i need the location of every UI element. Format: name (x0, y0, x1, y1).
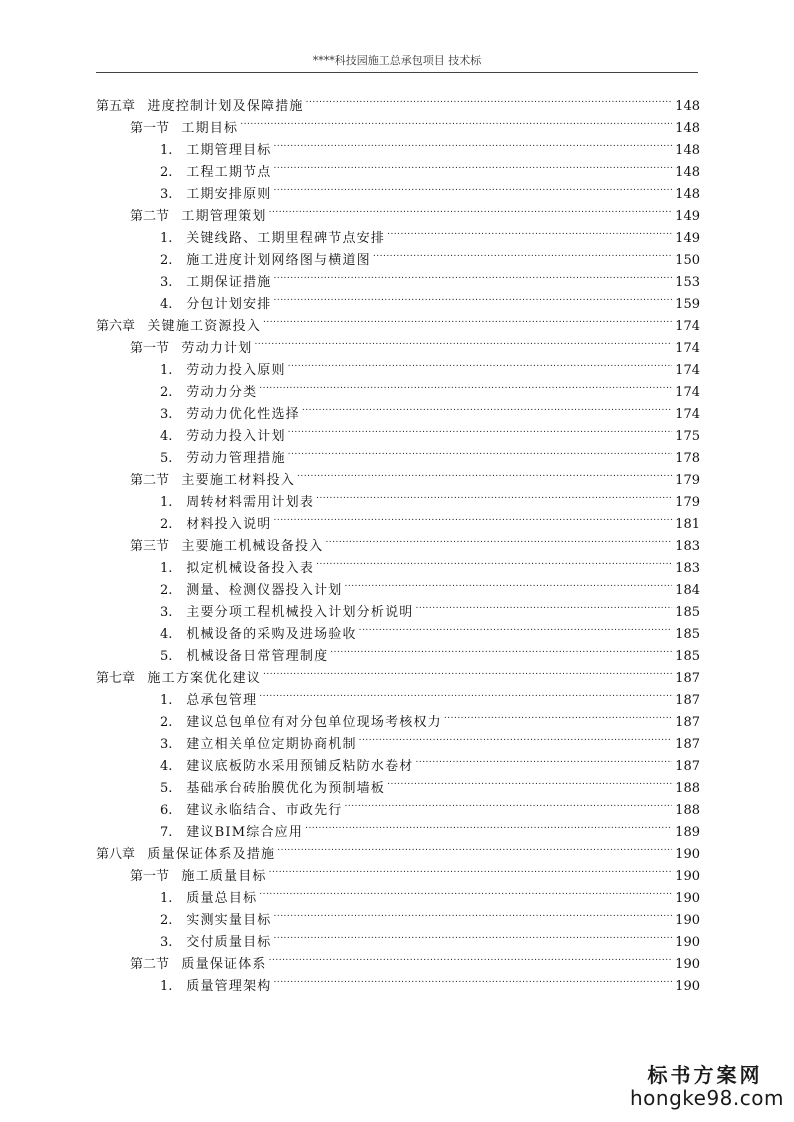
toc-entry-number: 1. (160, 891, 173, 906)
toc-entry-gap (178, 712, 186, 734)
toc-entry-title: 测量、检测仪器投入计划 (186, 583, 343, 598)
toc-entry-title: 主要分项工程机械投入计划分析说明 (186, 605, 414, 620)
toc-entry-title: 机械设备日常管理制度 (186, 649, 329, 664)
toc-entry-gap (178, 140, 186, 162)
toc-dot-leader (359, 616, 672, 638)
toc-entry-title: 劳动力投入计划 (186, 429, 286, 444)
toc-entry-page: 185 (675, 627, 700, 642)
toc-entry-title: 工程工期节点 (186, 165, 272, 180)
toc-entry-number: 1. (160, 561, 173, 576)
toc-entry-gap (178, 624, 186, 646)
toc-entry-title: 总承包管理 (186, 693, 258, 708)
toc-dot-leader (273, 506, 672, 528)
toc-dot-leader (344, 572, 672, 594)
header-title: ****科技园施工总承包项目 技术标 (312, 54, 482, 67)
toc-entry-number: 2. (160, 253, 173, 268)
toc-dot-leader (273, 968, 672, 990)
toc-dot-leader (259, 374, 672, 396)
toc-entry-page: 187 (675, 715, 700, 730)
toc-entry-page: 150 (675, 253, 700, 268)
toc-entry-page: 190 (675, 869, 700, 884)
toc-entry-gap (135, 96, 147, 118)
toc-entry-page: 185 (675, 605, 700, 620)
toc-dot-leader (263, 308, 672, 330)
toc-entry-number: 5. (160, 649, 173, 664)
toc-entry-title: 劳动力分类 (186, 385, 258, 400)
toc-entry-gap (178, 404, 186, 426)
toc-dot-leader (288, 352, 672, 374)
toc-entry-title: 施工方案优化建议 (147, 671, 262, 686)
toc-entry-gap (178, 382, 186, 404)
toc-entry-title: 工期安排原则 (186, 187, 272, 202)
toc-entry-page: 174 (675, 407, 700, 422)
toc-entry-page: 187 (675, 737, 700, 752)
watermark-cn: 标书方案网 (647, 1063, 763, 1087)
toc-entry-title: 施工质量目标 (181, 869, 267, 884)
toc-entry-number: 第一节 (130, 121, 170, 136)
toc-dot-leader (387, 220, 672, 242)
toc-entry-gap (135, 316, 147, 338)
toc-entry-title: 建议BIM综合应用 (186, 825, 304, 840)
toc-entry-page: 187 (675, 693, 700, 708)
toc-entry-page: 190 (675, 913, 700, 928)
toc-entry-number: 第一节 (130, 341, 170, 356)
toc-entry-number: 3. (160, 737, 173, 752)
toc-entry-page: 181 (675, 517, 700, 532)
toc-entry-page: 190 (675, 935, 700, 950)
toc-entry-gap (169, 866, 181, 888)
toc-entry-gap (135, 668, 147, 690)
toc-entry-chapter[interactable] (96, 88, 700, 114)
toc-entry-gap (169, 338, 181, 360)
toc-entry-number: 第六章 (96, 319, 136, 334)
toc-dot-leader (302, 396, 672, 418)
toc-dot-leader (259, 682, 672, 704)
toc-entry-number: 1. (160, 979, 173, 994)
toc-entry-title: 质量管理架构 (186, 979, 272, 994)
toc-entry-title: 劳动力优化性选择 (186, 407, 300, 422)
toc-entry-title: 工期目标 (181, 121, 239, 136)
toc-entry-number: 6. (160, 803, 173, 818)
toc-entry-page: 174 (675, 385, 700, 400)
toc-entry-page: 190 (675, 847, 700, 862)
toc-entry-title: 材料投入说明 (186, 517, 272, 532)
toc-dot-leader (269, 946, 672, 968)
toc-entry-number: 4. (160, 297, 173, 312)
toc-entry-page: 174 (675, 363, 700, 378)
toc-dot-leader (259, 880, 672, 902)
toc-entry-page: 187 (675, 759, 700, 774)
toc-dot-leader (316, 484, 672, 506)
toc-entry-number: 2. (160, 583, 173, 598)
toc-entry-number: 2. (160, 715, 173, 730)
toc-dot-leader (263, 660, 672, 682)
toc-entry-page: 188 (675, 781, 700, 796)
toc-dot-leader (273, 902, 672, 924)
toc-dot-leader (316, 550, 672, 572)
toc-entry-title: 关键线路、工期里程碑节点安排 (186, 231, 386, 246)
toc-entry-number: 1. (160, 143, 173, 158)
toc-entry-number: 2. (160, 913, 173, 928)
toc-entry-page: 184 (675, 583, 700, 598)
toc-dot-leader (240, 110, 672, 132)
toc-entry-number: 第七章 (96, 671, 136, 686)
toc-dot-leader (344, 792, 672, 814)
toc-entry-title: 建立相关单位定期协商机制 (186, 737, 357, 752)
toc-entry-title: 工期管理目标 (186, 143, 272, 158)
toc-dot-leader (330, 638, 672, 660)
toc-entry-page: 149 (675, 231, 700, 246)
toc-entry-page: 153 (675, 275, 700, 290)
toc-entry-page: 188 (675, 803, 700, 818)
toc-entry-gap (178, 184, 186, 206)
toc-dot-leader (297, 462, 672, 484)
toc-entry-page: 175 (675, 429, 700, 444)
toc-entry-title: 建议永临结合、市政先行 (186, 803, 343, 818)
toc-entry-title: 周转材料需用计划表 (186, 495, 315, 510)
toc-entry-gap (178, 734, 186, 756)
toc-entry-gap (178, 426, 186, 448)
toc-entry-title: 基础承台砖胎膜优化为预制墙板 (186, 781, 386, 796)
toc-entry-title: 关键施工资源投入 (147, 319, 262, 334)
toc-entry-title: 质量保证体系 (181, 957, 267, 972)
toc-entry-page: 190 (675, 957, 700, 972)
toc-entry-number: 第二节 (130, 473, 170, 488)
toc-entry-page: 148 (675, 121, 700, 136)
toc-entry-page: 190 (675, 891, 700, 906)
toc-entry-page: 159 (675, 297, 700, 312)
toc-entry-number: 4. (160, 627, 173, 642)
toc-entry-gap (178, 602, 186, 624)
toc-entry-title: 交付质量目标 (186, 935, 272, 950)
toc-entry-gap (178, 822, 186, 844)
toc-entry-number: 3. (160, 935, 173, 950)
toc-entry-gap (169, 470, 181, 492)
toc-entry-number: 4. (160, 759, 173, 774)
toc-entry-gap (178, 294, 186, 316)
toc-entry-title: 施工进度计划网络图与横道图 (186, 253, 371, 268)
toc-entry-page: 148 (675, 165, 700, 180)
toc-entry-gap (178, 448, 186, 470)
watermark-logo (630, 1059, 784, 1110)
toc-entry-gap (169, 954, 181, 976)
toc-entry-page: 179 (675, 473, 700, 488)
toc-entry-title: 质量保证体系及措施 (147, 847, 276, 862)
toc-entry-title: 建议总包单位有对分包单位现场考核权力 (186, 715, 442, 730)
toc-dot-leader (273, 286, 672, 308)
page-header (96, 52, 698, 73)
toc-entry-title: 实测实量目标 (186, 913, 272, 928)
toc-dot-leader (273, 264, 672, 286)
toc-entry-number: 第三节 (130, 539, 170, 554)
toc-dot-leader (415, 748, 672, 770)
toc-entry-gap (178, 778, 186, 800)
toc-entry-page: 183 (675, 561, 700, 576)
toc-entry-title: 分包计划安排 (186, 297, 272, 312)
toc-dot-leader (273, 132, 672, 154)
toc-entry-title: 工期管理策划 (181, 209, 267, 224)
toc-dot-leader (288, 418, 672, 440)
toc-entry-page: 190 (675, 979, 700, 994)
toc-entry-title: 劳动力管理措施 (186, 451, 286, 466)
toc-entry-number: 2. (160, 517, 173, 532)
toc-entry-gap (178, 888, 186, 910)
toc-entry-title: 建议底板防水采用预铺反粘防水卷材 (186, 759, 414, 774)
toc-entry-number: 第八章 (96, 847, 136, 862)
toc-entry-number: 2. (160, 385, 173, 400)
toc-entry-gap (178, 646, 186, 668)
toc-entry-title: 机械设备的采购及进场验收 (186, 627, 357, 642)
toc-entry-title: 工期保证措施 (186, 275, 272, 290)
toc-entry-gap (178, 580, 186, 602)
toc-entry-number: 5. (160, 451, 173, 466)
toc-entry-page: 187 (675, 671, 700, 686)
toc-dot-leader (373, 242, 672, 264)
toc-entry-number: 1. (160, 693, 173, 708)
toc-entry-gap (178, 800, 186, 822)
toc-dot-leader (415, 594, 672, 616)
toc-entry-gap (178, 558, 186, 580)
toc-dot-leader (269, 198, 672, 220)
toc-entry-gap (178, 690, 186, 712)
toc-entry-number: 7. (160, 825, 173, 840)
toc-dot-leader (269, 858, 672, 880)
toc-entry-gap (169, 206, 181, 228)
toc-entry-title: 质量总目标 (186, 891, 258, 906)
toc-entry-page: 149 (675, 209, 700, 224)
toc-entry-page: 189 (675, 825, 700, 840)
toc-dot-leader (273, 924, 672, 946)
toc-entry-page: 185 (675, 649, 700, 664)
toc-dot-leader (254, 330, 672, 352)
toc-dot-leader (306, 88, 672, 110)
toc-entry-number: 3. (160, 275, 173, 290)
toc-entry-number: 第五章 (96, 99, 136, 114)
toc-entry-page: 183 (675, 539, 700, 554)
toc-entry-page: 148 (675, 143, 700, 158)
toc-entry-number: 3. (160, 187, 173, 202)
toc-entry-number: 4. (160, 429, 173, 444)
toc-dot-leader (444, 704, 672, 726)
toc-dot-leader (277, 836, 672, 858)
toc-dot-leader (288, 440, 672, 462)
toc-entry-number: 3. (160, 407, 173, 422)
toc-entry-page: 174 (675, 319, 700, 334)
toc-entry-gap (178, 228, 186, 250)
toc-entry-number: 2. (160, 165, 173, 180)
toc-entry-gap (178, 162, 186, 184)
toc-entry-page: 148 (675, 99, 700, 114)
toc-entry-title: 拟定机械设备投入表 (186, 561, 315, 576)
toc-entry-page: 179 (675, 495, 700, 510)
toc-entry-gap (178, 932, 186, 954)
toc-dot-leader (325, 528, 672, 550)
toc-entry-gap (178, 272, 186, 294)
toc-entry-number: 5. (160, 781, 173, 796)
toc-entry-gap (178, 250, 186, 272)
toc-entry-number: 1. (160, 495, 173, 510)
toc-entry-gap (178, 976, 186, 998)
toc-dot-leader (273, 176, 672, 198)
toc-entry-gap (178, 492, 186, 514)
toc-entry-gap (178, 514, 186, 536)
toc-entry-number: 第一节 (130, 869, 170, 884)
toc-entry-page: 148 (675, 187, 700, 202)
toc-entry-title: 劳动力计划 (181, 341, 253, 356)
toc-dot-leader (387, 770, 672, 792)
toc-entry-page: 174 (675, 341, 700, 356)
toc-entry-page: 178 (675, 451, 700, 466)
toc-entry-gap (135, 844, 147, 866)
toc-entry-gap (169, 536, 181, 558)
toc-entry-number: 第二节 (130, 209, 170, 224)
toc-dot-leader (273, 154, 672, 176)
toc-entry-title: 进度控制计划及保障措施 (147, 99, 304, 114)
toc-entry-gap (178, 360, 186, 382)
table-of-contents (96, 88, 700, 994)
toc-entry-gap (178, 756, 186, 778)
watermark-url: hongke98.com (630, 1086, 784, 1110)
toc-dot-leader (359, 726, 672, 748)
toc-entry-title: 主要施工材料投入 (181, 473, 296, 488)
toc-entry-number: 第二节 (130, 957, 170, 972)
toc-entry-number: 1. (160, 231, 173, 246)
toc-entry-gap (178, 910, 186, 932)
toc-entry-gap (169, 118, 181, 140)
toc-dot-leader (305, 814, 672, 836)
toc-entry-number: 1. (160, 363, 173, 378)
toc-entry-number: 3. (160, 605, 173, 620)
toc-entry-title: 劳动力投入原则 (186, 363, 286, 378)
toc-entry-title: 主要施工机械设备投入 (181, 539, 324, 554)
